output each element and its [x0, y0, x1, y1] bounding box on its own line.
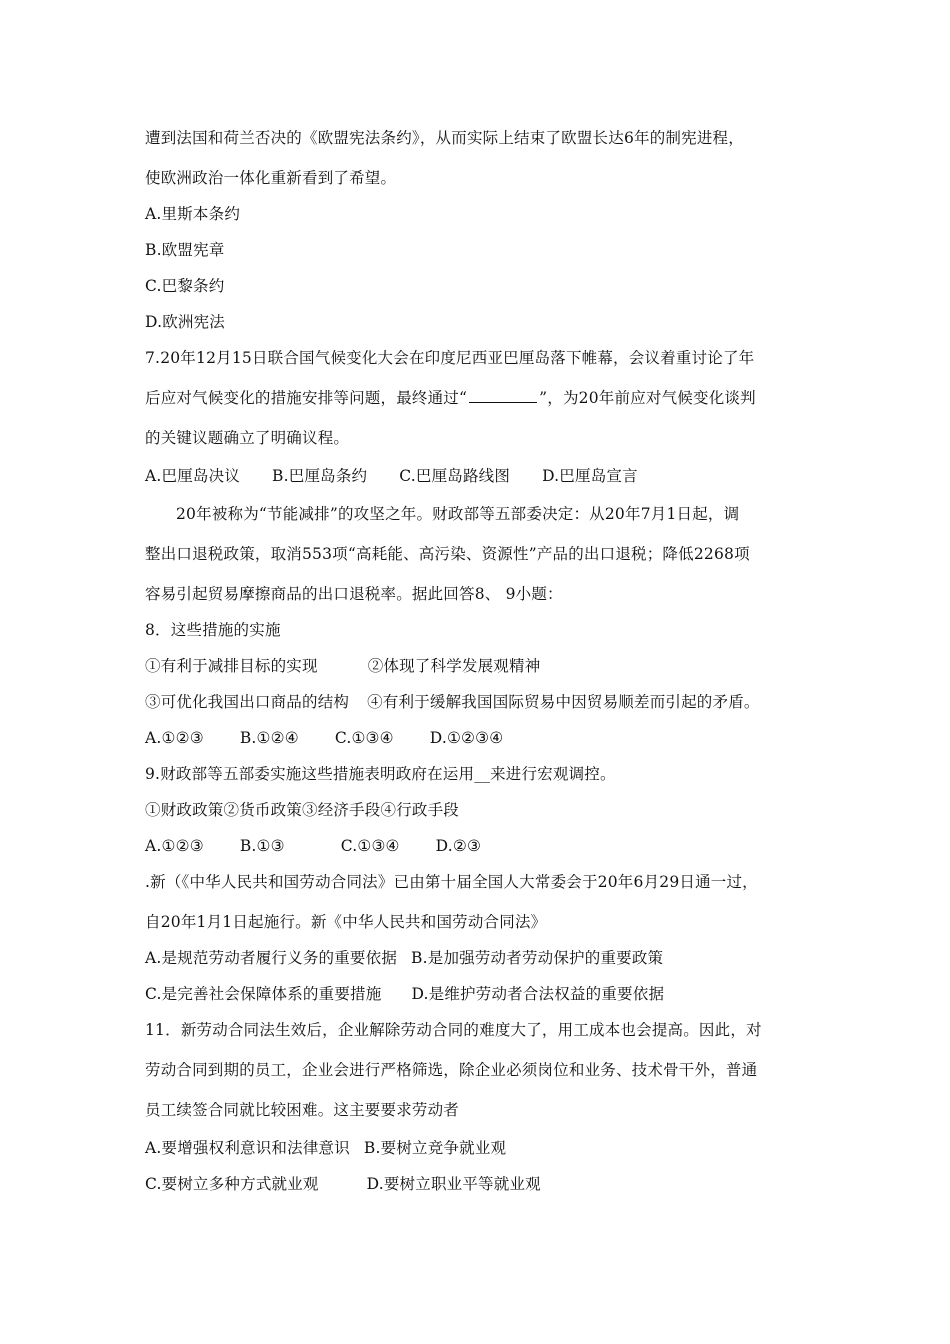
- text-line: [145, 388, 756, 408]
- question-9: 9.财政部等五部委实施这些措施表明政府在运用__来进行宏观调控。: [145, 765, 616, 783]
- option-b: B.欧盟宪章: [145, 241, 225, 259]
- option-d: D.②③: [435, 837, 482, 855]
- options-row: [145, 1174, 541, 1194]
- option-a: A.①②③: [145, 729, 204, 747]
- text-segment: 后应对气候变化的措施安排等问题，最终通过“: [145, 389, 468, 407]
- option-c: C.要树立多种方式就业观: [145, 1175, 319, 1193]
- answer-blank: [469, 388, 537, 403]
- options-row: [145, 1138, 506, 1158]
- question-7: 7.20年12月15日联合国气候变化大会在印度尼西亚巴厘岛落下帷幕，会议着重讨论了年: [145, 349, 755, 367]
- options-row: [145, 836, 481, 856]
- statement-4: ④有利于缓解我国国际贸易中因贸易顺差而引起的矛盾。: [367, 693, 760, 711]
- options-row: [145, 948, 663, 968]
- option-d: D.是维护劳动者合法权益的重要依据: [411, 985, 665, 1003]
- option-a: A.①②③: [145, 837, 204, 855]
- option-c: C.是完善社会保障体系的重要措施: [145, 985, 382, 1003]
- option-d: D.①②③④: [429, 729, 504, 747]
- option-d: D.巴厘岛宣言: [542, 467, 638, 485]
- option-a: A.是规范劳动者履行义务的重要依据: [145, 949, 398, 967]
- option-b: B.①③: [239, 837, 285, 855]
- statements-row: ①财政政策②货币政策③经济手段④行政手段: [145, 801, 460, 819]
- option-a: A.要增强权利意识和法律意识: [145, 1139, 350, 1157]
- text-line: 的关键议题确立了明确议程。: [145, 429, 350, 447]
- option-c: C.①③④: [340, 837, 400, 855]
- statement-2: ②体现了科学发展观精神: [367, 657, 541, 675]
- option-a: A.里斯本条约: [145, 205, 241, 223]
- statement-1: ①有利于减排目标的实现: [145, 657, 318, 675]
- text-line: 自20年1月1日起施行。新《中华人民共和国劳动合同法》: [145, 913, 547, 931]
- paragraph-intro: 20年被称为“节能减排”的攻坚之年。财政部等五部委决定：从20年7月1日起，调: [176, 505, 740, 523]
- option-d: D.要树立职业平等就业观: [366, 1175, 541, 1193]
- option-c: C.巴黎条约: [145, 277, 225, 295]
- text-line: 劳动合同到期的员工，企业会进行严格筛选，除企业必须岗位和业务、技术骨干外，普通: [145, 1061, 758, 1079]
- option-c: C.巴厘岛路线图: [399, 467, 511, 485]
- option-d: D.欧洲宪法: [145, 313, 226, 331]
- option-b: B.巴厘岛条约: [272, 467, 368, 485]
- text-line: 容易引起贸易摩擦商品的出口退税率。据此回答8、 9小题：: [145, 585, 563, 603]
- option-b: B.①②④: [239, 729, 299, 747]
- options-row: [145, 728, 503, 748]
- options-row: [145, 466, 638, 486]
- statements-row: [145, 692, 760, 712]
- question-8: 8．这些措施的实施: [145, 621, 281, 639]
- text-line: 使欧洲政治一体化重新看到了希望。: [145, 169, 397, 187]
- text-line: 员工续签合同就比较困难。这主要要求劳动者: [145, 1101, 460, 1119]
- statement-3: ③可优化我国出口商品的结构: [145, 693, 350, 711]
- option-b: B.要树立竞争就业观: [363, 1139, 507, 1157]
- text-segment: ”，为20年前应对气候变化谈判: [539, 389, 756, 407]
- options-row: [145, 984, 664, 1004]
- option-b: B.是加强劳动者劳动保护的重要政策: [411, 949, 664, 967]
- text-line: 遭到法国和荷兰否决的《欧盟宪法条约》，从而实际上结束了欧盟长达6年的制宪进程，: [145, 129, 744, 147]
- text-line: 整出口退税政策，取消553项“高耗能、高污染、资源性”产品的出口退税；降低2268项: [145, 545, 750, 563]
- question-11: 11．新劳动合同法生效后，企业解除劳动合同的难度大了，用工成本也会提高。因此，对: [145, 1021, 762, 1039]
- statements-row: [145, 656, 540, 676]
- option-a: A.巴厘岛决议: [145, 467, 241, 485]
- question-10: .新（《中华人民共和国劳动合同法》已由第十届全国人大常委会于20年6月29日通一过，: [145, 873, 758, 891]
- option-c: C.①③④: [334, 729, 394, 747]
